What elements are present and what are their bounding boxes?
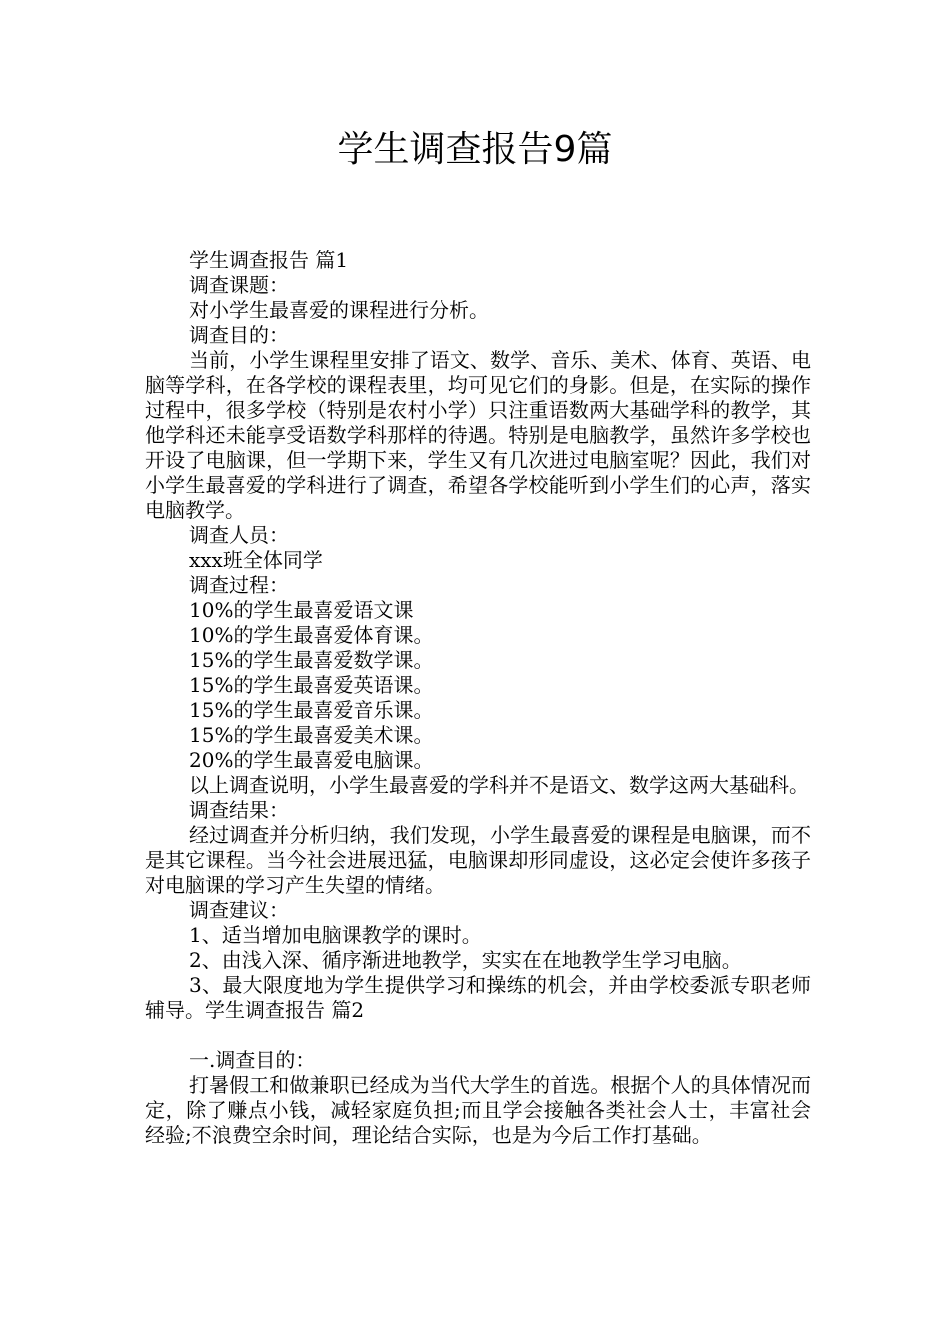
result-item: 15%的学生最喜爱音乐课。 (189, 698, 434, 722)
survey-staff-label: 调查人员： (189, 523, 289, 547)
survey-process-label: 调查过程： (189, 573, 289, 597)
survey-summary: 以上调查说明，小学生最喜爱的学科并不是语文、数学这两大基础科。 (189, 773, 809, 797)
survey-staff: xxx班全体同学 (189, 548, 323, 572)
survey-suggestion-label: 调查建议： (189, 898, 289, 922)
result-item: 10%的学生最喜爱语文课 (189, 598, 414, 622)
section-2-purpose-label: 一.调查目的： (189, 1048, 316, 1072)
suggestion-item: 3、最大限度地为学生提供学习和操练的机会，并由学校委派专职老师辅导。学生调查报告 篇2 (145, 973, 811, 1022)
survey-result-label: 调查结果： (189, 798, 289, 822)
paragraph-gap (145, 1023, 811, 1048)
result-item: 15%的学生最喜爱美术课。 (189, 723, 434, 747)
section-heading: 学生调查报告 篇1 (189, 248, 349, 272)
survey-purpose: 当前，小学生课程里安排了语文、数学、音乐、美术、体育、英语、电脑等学科，在各学校的课程表里，均可见它们的身影。但是，在实际的操作过程中，很多学校（特别是农村小学）只注重语数两大基础学科的教学，其他学科还未能享受语数学科那样的待遇。特别是电脑教学，虽然许多学校也开设了电脑课，但一学期下来，学生又有几次进过电脑室呢？因此，我们对小学生最喜爱的学科进行了调查，希望各学校能听到小学生们的心声，落实电脑教学。 (145, 348, 811, 522)
suggestion-item: 1、适当增加电脑课教学的课时。 (189, 923, 482, 947)
document-title: 学生调查报告9篇 (337, 129, 613, 170)
document-body (145, 248, 811, 1148)
suggestion-item: 2、由浅入深、循序渐进地教学，实实在在地教学生学习电脑。 (189, 948, 742, 972)
result-item: 20%的学生最喜爱电脑课。 (189, 748, 434, 772)
survey-topic-label: 调查课题： (189, 273, 289, 297)
section-2-purpose: 打暑假工和做兼职已经成为当代大学生的首选。根据个人的具体情况而定，除了赚点小钱，减轻家庭负担;而且学会接触各类社会人士，丰富社会经验;不浪费空余时间，理论结合实际，也是为今后工作打基础。 (145, 1073, 811, 1147)
result-item: 10%的学生最喜爱体育课。 (189, 623, 434, 647)
survey-result: 经过调查并分析归纳，我们发现，小学生最喜爱的课程是电脑课，而不是其它课程。当今社会进展迅猛，电脑课却形同虚设，这必定会使许多孩子对电脑课的学习产生失望的情绪。 (145, 823, 811, 897)
result-item: 15%的学生最喜爱数学课。 (189, 648, 434, 672)
survey-topic: 对小学生最喜爱的课程进行分析。 (189, 298, 489, 322)
result-item: 15%的学生最喜爱英语课。 (189, 673, 434, 697)
survey-purpose-label: 调查目的： (189, 323, 289, 347)
